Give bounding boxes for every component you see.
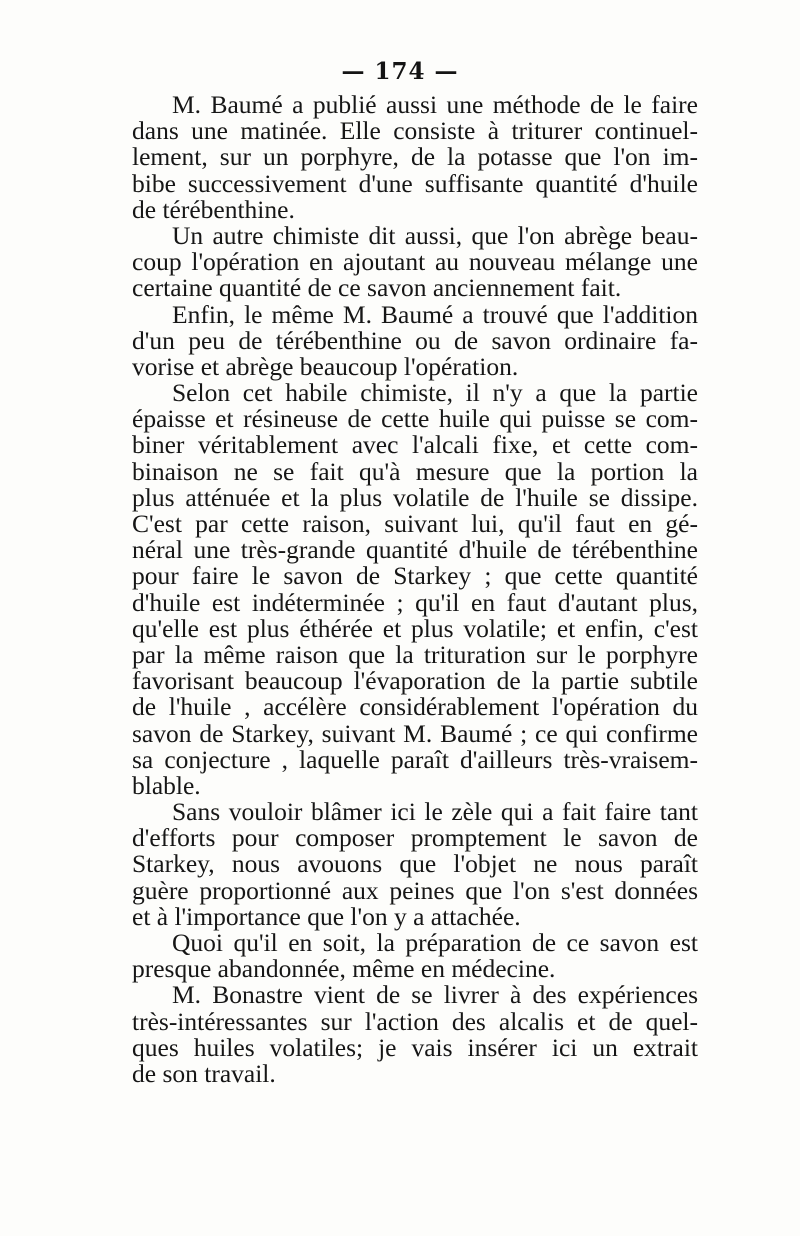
paragraph <box>132 380 698 799</box>
text-line: Enfin, le même M. Baumé a trouvé que l'addition <box>172 299 698 329</box>
text-line: ques huiles volatiles; je vais insérer ici un extrait <box>132 1032 698 1062</box>
paragraph <box>132 92 698 223</box>
text-line: sa conjecture , laquelle paraît d'ailleurs très-vraisem- <box>132 744 698 774</box>
text-line: guère proportionné aux peines que l'on s'est données <box>132 875 698 905</box>
text-line: Selon cet habile chimiste, il n'y a que la partie <box>172 378 698 408</box>
text-line: d'efforts pour composer promptement le savon de <box>132 823 698 853</box>
text-line: coup l'opération en ajoutant au nouveau mélange une <box>132 247 698 277</box>
text-line: presque abandonnée, même en médecine. <box>132 954 556 984</box>
text-line: très-intéressantes sur l'action des alcalis et de quel- <box>132 1006 698 1036</box>
text-line: M. Baumé a publié aussi une méthode de le faire <box>172 90 698 119</box>
paragraph <box>132 982 698 1087</box>
text-line: bibe successivement d'une suffisante quantité d'huile <box>132 168 698 198</box>
text-line: qu'elle est plus éthérée et plus volatile; et enfin, c'est <box>132 613 698 643</box>
text-line: plus atténuée et la plus volatile de l'huile se dissipe. <box>132 482 698 512</box>
text-line: d'un peu de térébenthine ou de savon ordinaire fa- <box>132 325 698 355</box>
text-line: vorise et abrège beaucoup l'opération. <box>132 351 519 381</box>
text-line: de son travail. <box>132 1058 276 1088</box>
text-line: Sans vouloir blâmer ici le zèle qui a fait faire tant <box>172 797 698 827</box>
text-line: blable. <box>132 770 201 800</box>
text-line: savon de Starkey, suivant M. Baumé ; ce qui confirme <box>132 718 698 748</box>
text-line: favorisant beaucoup l'évaporation de la partie subtile <box>132 666 698 696</box>
text-line: et à l'importance que l'on y a attachée. <box>132 901 521 931</box>
body-text <box>132 92 698 1087</box>
text-line: certaine quantité de ce savon anciennement fait. <box>132 273 622 303</box>
text-line: de térébenthine. <box>132 194 295 224</box>
text-line: de l'huile , accélère considérablement l'opération du <box>132 692 698 722</box>
text-line: par la même raison que la trituration sur le porphyre <box>132 639 698 669</box>
page-number: — 174 — <box>341 58 459 85</box>
text-line: pour faire le savon de Starkey ; que cette quantité <box>132 561 698 591</box>
paragraph <box>132 799 698 930</box>
text-line: dans une matinée. Elle consiste à triturer continuel- <box>132 116 698 146</box>
text-line: épaisse et résineuse de cette huile qui puisse se com- <box>132 404 698 434</box>
paragraph <box>132 299 698 381</box>
text-line: lement, sur un porphyre, de la potasse que l'on im- <box>132 142 698 172</box>
paragraph <box>132 930 698 982</box>
text-line: M. Bonastre vient de se livrer à des expériences <box>172 980 698 1010</box>
text-line: Starkey, nous avouons que l'objet ne nous paraît <box>132 849 698 879</box>
text-line: Un autre chimiste dit aussi, que l'on abrège beau- <box>172 220 698 250</box>
text-line: néral une très-grande quantité d'huile de térébenthine <box>132 535 698 565</box>
text-line: biner véritablement avec l'alcali fixe, et cette com- <box>132 430 698 460</box>
text-line: d'huile est indéterminée ; qu'il en faut d'autant plus, <box>132 587 698 617</box>
paragraph <box>132 220 698 303</box>
text-line: binaison ne se fait qu'à mesure que la portion la <box>132 456 698 486</box>
text-line: C'est par cette raison, suivant lui, qu'il faut en gé- <box>132 509 698 538</box>
text-line: Quoi qu'il en soit, la préparation de ce savon est <box>172 928 698 957</box>
